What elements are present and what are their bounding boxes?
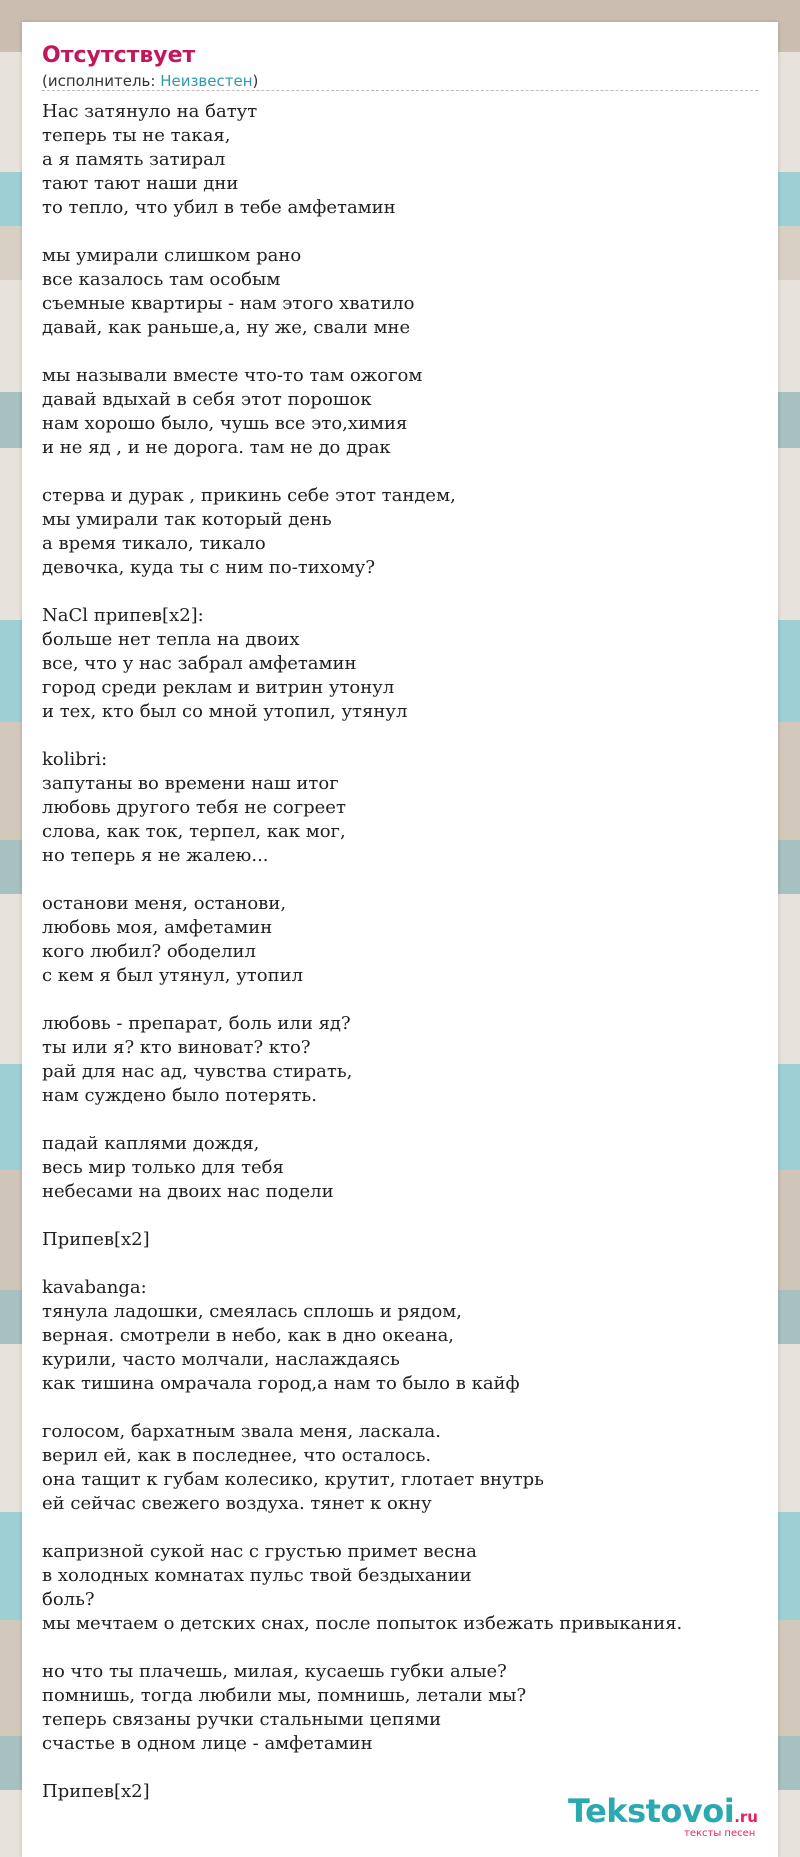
- lyrics-stanza: [42, 1420, 772, 1516]
- lyrics-stanza: [42, 364, 772, 460]
- lyrics-line: мы умирали так который день: [42, 509, 332, 530]
- lyrics-line: капризной сукой нас с грустью примет весна: [42, 1541, 477, 1562]
- lyrics-text: [42, 100, 772, 1828]
- lyrics-line: мы умирали слишком рано: [42, 245, 302, 266]
- lyrics-line: тянула ладошки, смеялась сплошь и рядом,: [42, 1301, 463, 1322]
- lyrics-line: ей сейчас свежего воздуха. тянет к окну: [42, 1493, 432, 1514]
- lyrics-line: в холодных комнатах пульс твой бездыхании: [42, 1565, 472, 1586]
- lyrics-line: но что ты плачешь, милая, кусаешь губки алые?: [42, 1661, 507, 1682]
- lyrics-stanza: [42, 1012, 772, 1108]
- lyrics-stanza: [42, 484, 772, 580]
- lyrics-line: тают тают наши дни: [42, 173, 239, 194]
- lyrics-line: запутаны во времени наш итог: [42, 773, 339, 794]
- artist-prefix: (исполнитель:: [42, 72, 161, 90]
- lyrics-line: останови меня, останови,: [42, 893, 287, 914]
- lyrics-line: а время тикало, тикало: [42, 533, 266, 554]
- lyrics-line: небесами на двоих нас подели: [42, 1181, 334, 1202]
- lyrics-line: курили, часто молчали, наслаждаясь: [42, 1349, 400, 1370]
- lyrics-line: город среди реклам и витрин утонул: [42, 677, 395, 698]
- lyrics-line: любовь - препарат, боль или яд?: [42, 1013, 351, 1034]
- lyrics-line: нам хорошо было, чушь все это,химия: [42, 413, 408, 434]
- lyrics-line: а я память затирал: [42, 149, 226, 170]
- lyrics-stanza: [42, 244, 772, 340]
- logo-tagline: тексты песен: [684, 1828, 756, 1839]
- lyrics-stanza: [42, 100, 772, 220]
- lyrics-line: Припев[x2]: [42, 1229, 150, 1250]
- lyrics-line: счастье в одном лице - амфетамин: [42, 1733, 373, 1754]
- title-divider: [42, 90, 758, 91]
- lyrics-line: голосом, бархатным звала меня, ласкала.: [42, 1421, 442, 1442]
- lyrics-stanza: [42, 1540, 772, 1636]
- lyrics-line: стерва и дурак , прикинь себе этот тандем,: [42, 485, 456, 506]
- lyrics-line: мы мечтаем о детских снах, после попыток избежать привыкания.: [42, 1613, 683, 1634]
- lyrics-line: верная. смотрели в небо, как в дно океана,: [42, 1325, 455, 1346]
- lyrics-line: Нас затянуло на батут: [42, 101, 258, 122]
- song-title: Отсутствует: [42, 43, 196, 68]
- lyrics-line: мы называли вместе что-то там ожогом: [42, 365, 423, 386]
- lyrics-line: боль?: [42, 1589, 95, 1610]
- lyrics-line: то тепло, что убил в тебе амфетамин: [42, 197, 396, 218]
- lyrics-stanza: [42, 1276, 772, 1396]
- lyrics-line: теперь ты не такая,: [42, 125, 231, 146]
- lyrics-card: [22, 22, 778, 1857]
- lyrics-line: рай для нас ад, чувства стирать,: [42, 1061, 353, 1082]
- lyrics-line: любовь моя, амфетамин: [42, 917, 273, 938]
- lyrics-line: с кем я был утянул, утопил: [42, 965, 304, 986]
- lyrics-stanza: [42, 892, 772, 988]
- lyrics-line: помнишь, тогда любили мы, помнишь, летали мы?: [42, 1685, 527, 1706]
- lyrics-line: кого любил? ободелил: [42, 941, 256, 962]
- lyrics-stanza: [42, 604, 772, 724]
- lyrics-line: слова, как ток, терпел, как мог,: [42, 821, 346, 842]
- lyrics-line: все казалось там особым: [42, 269, 281, 290]
- lyrics-line: она тащит к губам колесико, крутит, глотает внутрь: [42, 1469, 544, 1490]
- lyrics-stanza: [42, 1132, 772, 1204]
- artist-line: [42, 72, 258, 90]
- artist-link[interactable]: Неизвестен: [160, 72, 253, 90]
- logo-wordmark: Tekstovoi: [568, 1792, 735, 1830]
- lyrics-line: и тех, кто был со мной утопил, утянул: [42, 701, 408, 722]
- lyrics-line: ты или я? кто виноват? кто?: [42, 1037, 311, 1058]
- lyrics-line: верил ей, как в последнее, что осталось.: [42, 1445, 432, 1466]
- logo-tld: .ru: [734, 1808, 758, 1826]
- lyrics-line: kavabanga:: [42, 1277, 147, 1298]
- site-logo[interactable]: [568, 1794, 768, 1844]
- lyrics-line: теперь связаны ручки стальными цепями: [42, 1709, 442, 1730]
- lyrics-line: Припев[x2]: [42, 1781, 150, 1802]
- lyrics-line: давай вдыхай в себя этот порошок: [42, 389, 372, 410]
- lyrics-line: падай каплями дождя,: [42, 1133, 260, 1154]
- lyrics-line: девочка, куда ты с ним по-тихому?: [42, 557, 376, 578]
- artist-suffix: ): [252, 72, 259, 90]
- lyrics-line: kolibri:: [42, 749, 108, 770]
- lyrics-line: и не яд , и не дорога. там не до драк: [42, 437, 391, 458]
- lyrics-line: больше нет тепла на двоих: [42, 629, 300, 650]
- lyrics-stanza: [42, 1660, 772, 1756]
- lyrics-line: нам суждено было потерять.: [42, 1085, 317, 1106]
- lyrics-line: все, что у нас забрал амфетамин: [42, 653, 357, 674]
- lyrics-line: но теперь я не жалею...: [42, 845, 269, 866]
- lyrics-line: давай, как раньше,а, ну же, свали мне: [42, 317, 411, 338]
- lyrics-line: любовь другого тебя не согреет: [42, 797, 346, 818]
- lyrics-line: NaCl припев[x2]:: [42, 605, 204, 626]
- lyrics-line: весь мир только для тебя: [42, 1157, 284, 1178]
- lyrics-line: как тишина омрачала город,а нам то было в кайф: [42, 1373, 520, 1394]
- lyrics-stanza: [42, 1228, 772, 1252]
- lyrics-stanza: [42, 748, 772, 868]
- lyrics-line: съемные квартиры - нам этого хватило: [42, 293, 415, 314]
